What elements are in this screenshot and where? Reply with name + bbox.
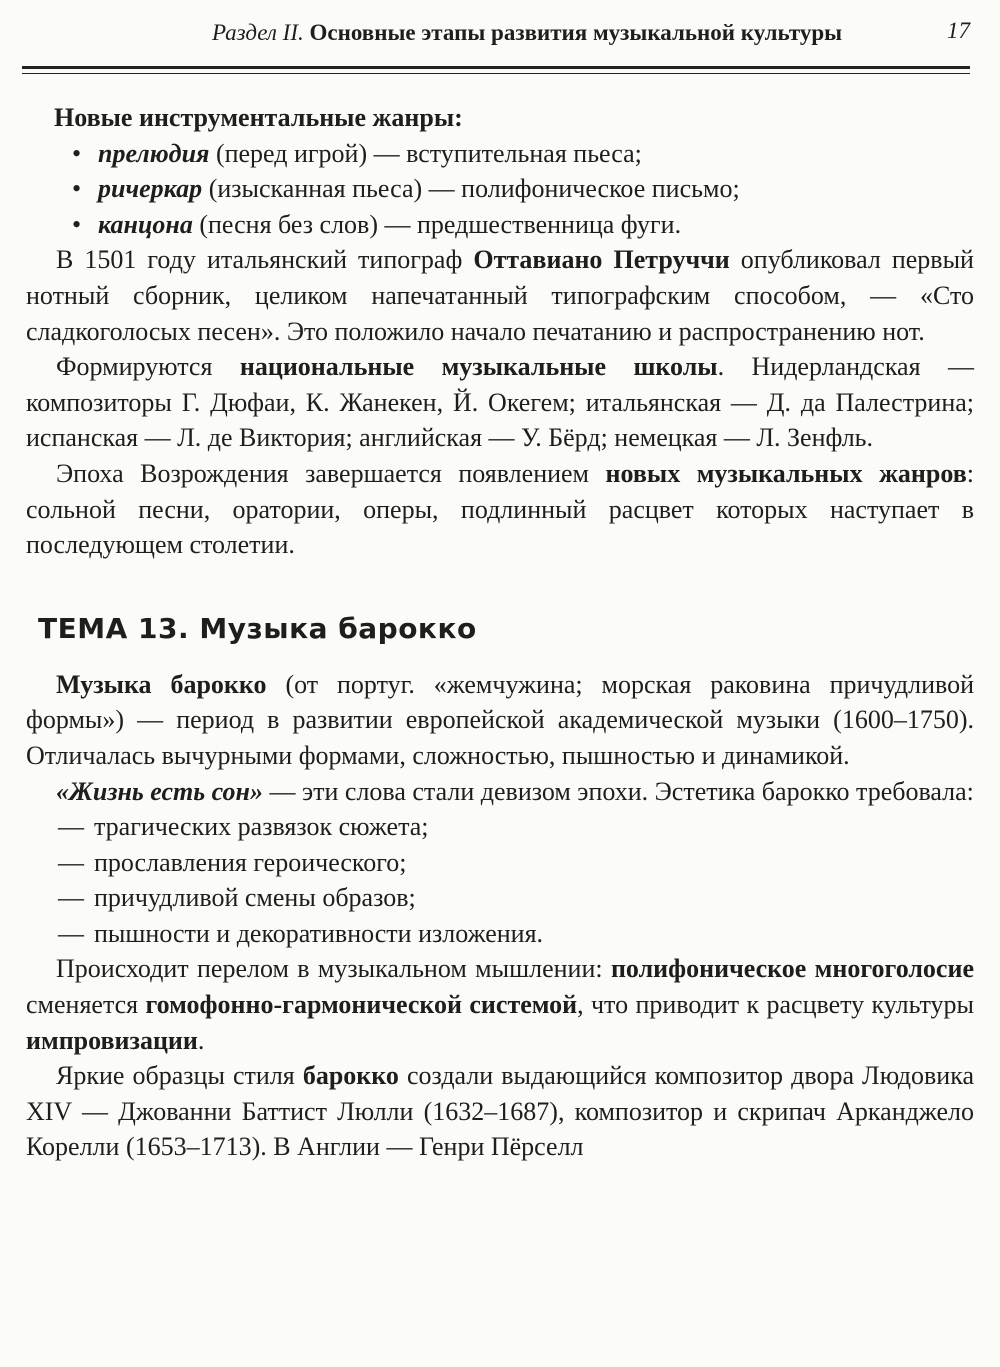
text-span: Эпоха Возрождения завершается появлением (56, 458, 606, 488)
text-span: Происходит перелом в музыкальном мышлении: (56, 954, 611, 984)
list-item (72, 171, 974, 207)
bold-term: полифоническое многоголосие (610, 954, 974, 984)
text-span: Яркие образцы стиля (56, 1061, 303, 1091)
header-rule-thin (22, 73, 970, 74)
genres-list (26, 136, 974, 243)
bold-term: новых музыкальных жанров (605, 458, 967, 488)
section-title (212, 20, 842, 46)
section-name: Основные этапы развития музыкальной культуры (309, 20, 843, 45)
text-span: создали выдающийся композитор двора Людовика XIV — Джованни Баттист Люлли (1632–1687), композитор и скрипач Арканджело Корелли (1653–1713). В Англии — Генри Пёрселл (26, 1061, 974, 1162)
paragraph-baroque-definition (26, 667, 974, 774)
genre-text: (перед игрой) — вступительная пьеса; (209, 138, 642, 168)
running-header (0, 14, 1000, 54)
aesthetics-list (26, 809, 974, 951)
text-span: — эти слова стали девизом эпохи. Эстетика барокко требовала: (262, 776, 974, 806)
page-body (26, 100, 974, 1165)
text-span: (от португ. «жемчужина; морская раковина причудливой формы») — период в развитии европейской академической музыки (1600–1750). Отличалась вычурными формами, сложностью, пышностью и динамикой. (26, 669, 974, 770)
list-item: — прославления героического; (58, 845, 974, 881)
paragraph-schools (26, 349, 974, 456)
text-span: . (197, 1025, 205, 1055)
topic-heading: ТЕМА 13. Музыка барокко (38, 611, 477, 645)
paragraph-shift (26, 951, 974, 1058)
list-item: — причудливой смены образов; (58, 880, 974, 916)
genres-heading: Новые инструментальные жанры: (54, 103, 463, 132)
text-span: В 1501 году итальянский типограф (56, 245, 474, 275)
text-span: : сольной песни, оратории, оперы, подлинный расцвет которых наступает в последующем столетии. (26, 458, 974, 560)
bold-term: гомофонно-гармонической системой (145, 990, 578, 1020)
paragraph-composers (26, 1058, 974, 1165)
bold-term: барокко (302, 1061, 399, 1091)
genre-text: (песня без слов) — предшественница фуги. (192, 209, 682, 239)
genre-term: канцона (98, 209, 193, 239)
list-item (72, 136, 974, 172)
bold-term: Музыка барокко (56, 669, 267, 699)
text-span: опубликовал первый нотный сборник, целиком напечатанный типографским способом, — «Сто сладкоголосых песен». Это положило начало печатанию и распространению нот. (26, 245, 974, 346)
text-span: сменяется (26, 990, 146, 1020)
text-span: . Нидерландская — композиторы Г. Дюфаи, К. Жанекен, Й. Окегем; итальянская — Д. да Палестрина; испанская — Л. де Виктория; английская — У. Бёрд; немецкая — Л. Зенфль. (26, 352, 974, 453)
list-item (72, 207, 974, 243)
text-span: , что приводит к расцвету культуры (577, 990, 974, 1020)
bold-name: Оттавиано Петруччи (473, 245, 730, 275)
page-number: 17 (947, 18, 970, 43)
motto-term: «Жизнь есть сон» (56, 776, 263, 806)
list-item: — трагических развязок сюжета; (58, 809, 974, 845)
section-label: Раздел II. (212, 20, 304, 45)
paragraph-renaissance-end (26, 456, 974, 563)
text-span: Формируются (56, 352, 240, 382)
bold-term: национальные музыкальные школы (239, 352, 718, 382)
header-rule-thick (22, 66, 970, 69)
list-item: — пышности и декоративности изложения. (58, 916, 974, 952)
genre-term: ричеркар (98, 174, 203, 204)
genre-text: (изысканная пьеса) — полифоническое письмо; (202, 174, 740, 204)
paragraph-petrucci (26, 242, 974, 349)
bold-term: импровизации (26, 1025, 198, 1055)
paragraph-motto (26, 774, 974, 810)
genre-term: прелюдия (98, 138, 210, 168)
